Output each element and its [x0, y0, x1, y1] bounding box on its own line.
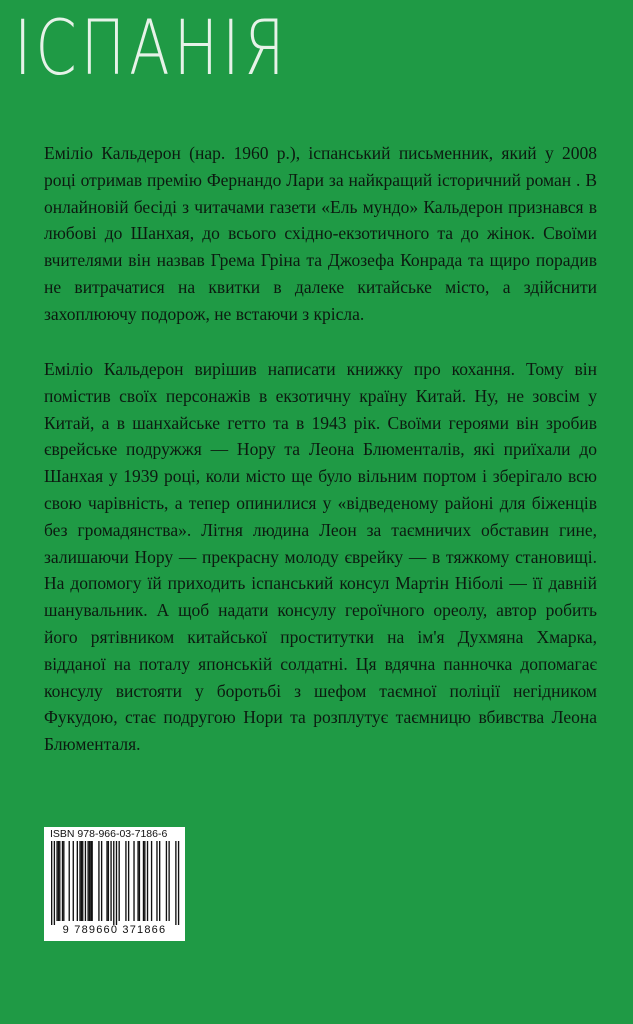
barcode-bar — [101, 841, 102, 921]
barcode-bar — [151, 841, 152, 921]
barcode-bar — [125, 841, 126, 921]
barcode-bar — [168, 841, 169, 921]
barcode-bar — [81, 841, 82, 921]
barcode-bar — [59, 841, 60, 921]
barcode-bar — [147, 841, 148, 921]
barcode-bar — [92, 841, 93, 921]
barcode-bar — [63, 841, 64, 921]
barcode-bar — [108, 841, 109, 921]
barcode-bars — [44, 841, 185, 925]
barcode-bar — [77, 841, 78, 921]
barcode-bar — [54, 841, 55, 925]
barcode-bar — [178, 841, 179, 925]
barcode-bar — [175, 841, 176, 925]
barcode-bar — [139, 841, 140, 921]
barcode-bar — [89, 841, 90, 921]
barcode-bar — [106, 841, 107, 921]
barcode-bar — [79, 841, 80, 921]
barcode-bar — [69, 841, 70, 921]
cover-title: ІСПАНІЯ — [14, 3, 289, 92]
barcode-bar — [110, 841, 111, 921]
barcode-bar — [82, 841, 83, 921]
barcode-bar — [113, 841, 114, 925]
barcode-bar — [137, 841, 138, 921]
barcode-bar — [166, 841, 167, 921]
barcode-bar — [128, 841, 129, 921]
barcode-bar — [143, 841, 144, 921]
isbn-barcode — [44, 827, 185, 941]
barcode-bar — [133, 841, 134, 921]
barcode-bar — [119, 841, 120, 921]
barcode-bar — [116, 841, 117, 925]
barcode-bar — [98, 841, 99, 921]
barcode-bar — [73, 841, 74, 921]
barcode-bar — [51, 841, 52, 925]
barcode-bar — [159, 841, 160, 921]
description-paragraph-2: Еміліо Кальдерон вирішив написати книжку про кохання. Тому він помістив своїх персонажів в екзотичну країну Китай. Ну, не зовсім у Китай, а в шанхайське гетто та в 1943 рік. Своїми героями він зробив єврейське подружжя — Нору та Леона Блюменталів, які приїхали до Шанхая у 1939 році, коли місто ще було вільним портом і зберігало всю свою чарівність, а тепер опинилися у «відведеному районі для біженців без громадянства». Літня людина Леон за таємничих обставин гине, залишаючи Нору — прекрасну молоду єврейку — в тяжкому становищі. На допомогу їй приходить іспанський консул Мартін Ніболі — її давній шанувальник. А щоб надати консулу героїчного ореолу, автор робить його рятівником китайської проститутки на ім'я Духмяна Хмарка, відданої на поталу японській солдатні. Ця вдячна панночка допомагає консулу вистояти у боротьбі з шефом таємної поліції негідником Фукудою, стає подругою Нори та розплутує таємницю вбивства Леона Блюменталя. — [44, 359, 597, 755]
barcode-bar — [62, 841, 63, 921]
isbn-label: ISBN 978-966-03-7186-6 — [50, 828, 168, 840]
barcode-bar — [90, 841, 91, 921]
barcode-bar — [56, 841, 57, 921]
barcode-digits: 9 789660 371866 — [62, 924, 167, 936]
barcode-bar — [85, 841, 86, 921]
barcode-bar — [144, 841, 145, 921]
barcode-bar — [58, 841, 59, 921]
description-paragraph-1: Еміліо Кальдерон (нар. 1960 р.), іспанський письменник, який у 2008 році отримав премію Фернандо Лари за найкращий історичний роман . В онлайновій бесіді з читачами газети «Ель мундо» Кальдерон признався в любові до Шанхая, до всього східно-екзотичного та до жінок. Своїми вчителями він назвав Грема Гріна та Джозефа Конрада та щиро порадив не витрачатися на квитки в далеке китайське місто, а здійснити захоплюючу подорож, не встаючи з крісла. — [44, 143, 597, 324]
barcode-bar — [156, 841, 157, 921]
barcode-bar — [87, 841, 88, 921]
